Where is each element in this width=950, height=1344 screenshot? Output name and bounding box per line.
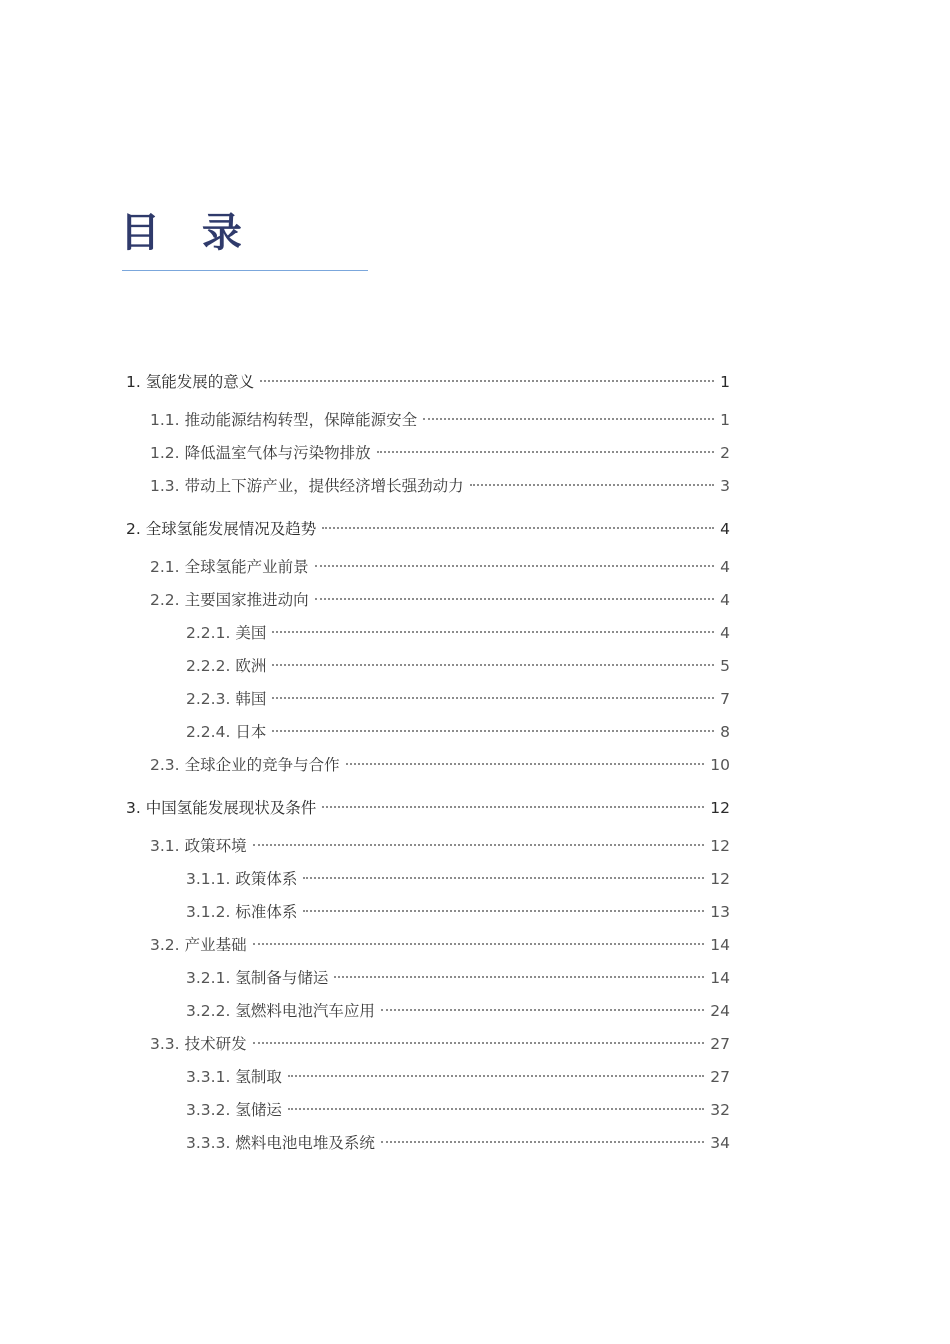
toc-entry-number: 3. [126, 799, 141, 817]
toc-entry-label: 标准体系 [235, 903, 298, 921]
toc-entry-level-2[interactable] [150, 408, 730, 432]
toc-entry-level-2[interactable] [150, 834, 730, 858]
dot-leader [253, 943, 705, 945]
toc-entry-page-number: 27 [710, 1035, 730, 1053]
toc-entry-page-number: 14 [710, 936, 730, 954]
toc-entry-label: 技术研发 [184, 1035, 247, 1053]
toc-entry-level-2[interactable] [150, 555, 730, 579]
toc-entry-page-number: 7 [720, 690, 730, 708]
toc-entry-level-3[interactable] [186, 654, 730, 678]
toc-entry-page-number: 34 [710, 1134, 730, 1152]
dot-leader [303, 910, 704, 912]
toc-entry-number: 2.1. [150, 558, 180, 576]
toc-entry-label: 氢能发展的意义 [145, 373, 255, 391]
toc-entry-number: 3.2. [150, 936, 180, 954]
toc-entry-number: 2.2.3. [186, 690, 231, 708]
toc-entry-label: 产业基础 [184, 936, 247, 954]
toc-entry-level-2[interactable] [150, 441, 730, 465]
toc-entry-page-number: 1 [720, 373, 730, 391]
toc-entry-number: 2.2. [150, 591, 180, 609]
toc-entry-number: 3.3.1. [186, 1068, 231, 1086]
dot-leader [272, 664, 714, 666]
toc-entry-level-3[interactable] [186, 999, 730, 1023]
dot-leader [377, 451, 715, 453]
dot-leader [322, 806, 704, 808]
toc-entry-page-number: 14 [710, 969, 730, 987]
toc-entry-label: 氢制取 [235, 1068, 282, 1086]
dot-leader [253, 1042, 705, 1044]
toc-entry-level-2[interactable] [150, 753, 730, 777]
toc-entry-number: 1.1. [150, 411, 180, 429]
toc-entry-page-number: 4 [720, 558, 730, 576]
toc-entry-level-3[interactable] [186, 1098, 730, 1122]
toc-entry-level-3[interactable] [186, 720, 730, 744]
dot-leader [381, 1009, 704, 1011]
toc-entry-level-3[interactable] [186, 621, 730, 645]
toc-entry-level-3[interactable] [186, 687, 730, 711]
dot-leader [272, 631, 714, 633]
toc-entry-number: 1.2. [150, 444, 180, 462]
dot-leader [334, 976, 704, 978]
dot-leader [381, 1141, 704, 1143]
toc-entry-number: 3.2.2. [186, 1002, 231, 1020]
dot-leader [288, 1108, 704, 1110]
toc-entry-label: 政策环境 [184, 837, 247, 855]
toc-entry-label: 韩国 [235, 690, 267, 708]
toc-entry-page-number: 27 [710, 1068, 730, 1086]
toc-entry-label: 日本 [235, 723, 267, 741]
dot-leader [260, 380, 714, 382]
toc-entry-label: 主要国家推进动向 [184, 591, 309, 609]
toc-entry-label: 美国 [235, 624, 267, 642]
toc-entry-label: 氢制备与储运 [235, 969, 329, 987]
toc-entry-label: 全球氢能产业前景 [184, 558, 309, 576]
toc-entry-level-3[interactable] [186, 1065, 730, 1089]
toc-entry-number: 3.1.1. [186, 870, 231, 888]
toc-entry-page-number: 12 [710, 799, 730, 817]
page-title: 目 录 [120, 210, 256, 256]
dot-leader [315, 598, 715, 600]
toc-entry-number: 1.3. [150, 477, 180, 495]
dot-leader [272, 730, 714, 732]
toc-entry-page-number: 4 [720, 591, 730, 609]
toc-entry-label: 推动能源结构转型，保障能源安全 [184, 411, 418, 429]
toc-entry-page-number: 8 [720, 723, 730, 741]
dot-leader [303, 877, 704, 879]
toc-entry-page-number: 1 [720, 411, 730, 429]
dot-leader [423, 418, 714, 420]
toc-entry-page-number: 12 [710, 837, 730, 855]
toc-entry-number: 3.3. [150, 1035, 180, 1053]
toc-entry-number: 3.1. [150, 837, 180, 855]
toc-entry-number: 3.3.2. [186, 1101, 231, 1119]
dot-leader [288, 1075, 704, 1077]
toc-entry-label: 欧洲 [235, 657, 267, 675]
dot-leader [346, 763, 705, 765]
toc-entry-level-3[interactable] [186, 966, 730, 990]
dot-leader [315, 565, 715, 567]
toc-entry-level-2[interactable] [150, 1032, 730, 1056]
toc-entry-page-number: 13 [710, 903, 730, 921]
toc-entry-label: 氢燃料电池汽车应用 [235, 1002, 375, 1020]
toc-entry-label: 降低温室气体与污染物排放 [184, 444, 371, 462]
dot-leader [253, 844, 705, 846]
toc-entry-label: 政策体系 [235, 870, 298, 888]
toc-entry-level-2[interactable] [150, 933, 730, 957]
toc-entry-page-number: 24 [710, 1002, 730, 1020]
toc-entry-number: 3.3.3. [186, 1134, 231, 1152]
toc-entry-level-1[interactable] [126, 370, 730, 394]
toc-entry-label: 中国氢能发展现状及条件 [145, 799, 317, 817]
toc-entry-page-number: 4 [720, 520, 730, 538]
toc-entry-label: 燃料电池电堆及系统 [235, 1134, 375, 1152]
toc-entry-page-number: 5 [720, 657, 730, 675]
toc-entry-level-1[interactable] [126, 517, 730, 541]
toc-entry-number: 2. [126, 520, 141, 538]
dot-leader [470, 484, 715, 486]
toc-entry-number: 3.2.1. [186, 969, 231, 987]
toc-entry-level-1[interactable] [126, 796, 730, 820]
toc-entry-level-3[interactable] [186, 1131, 730, 1155]
dot-leader [272, 697, 714, 699]
toc-entry-number: 1. [126, 373, 141, 391]
toc-entry-label: 带动上下游产业，提供经济增长强劲动力 [184, 477, 464, 495]
toc-entry-page-number: 12 [710, 870, 730, 888]
toc-entry-label: 全球氢能发展情况及趋势 [145, 520, 317, 538]
toc-entry-page-number: 4 [720, 624, 730, 642]
toc-entry-number: 2.2.2. [186, 657, 231, 675]
toc-entry-level-3[interactable] [186, 867, 730, 891]
toc-entry-page-number: 2 [720, 444, 730, 462]
toc-entry-label: 全球企业的竞争与合作 [184, 756, 340, 774]
toc-entry-level-2[interactable] [150, 474, 730, 498]
toc-entry-number: 3.1.2. [186, 903, 231, 921]
dot-leader [322, 527, 714, 529]
toc-entry-label: 氢储运 [235, 1101, 282, 1119]
toc-entry-number: 2.2.1. [186, 624, 231, 642]
toc-entry-level-3[interactable] [186, 900, 730, 924]
toc-entry-number: 2.2.4. [186, 723, 231, 741]
toc-entry-number: 2.3. [150, 756, 180, 774]
toc-entry-page-number: 32 [710, 1101, 730, 1119]
toc-entry-level-2[interactable] [150, 588, 730, 612]
toc-entry-page-number: 3 [720, 477, 730, 495]
toc-entry-page-number: 10 [710, 756, 730, 774]
